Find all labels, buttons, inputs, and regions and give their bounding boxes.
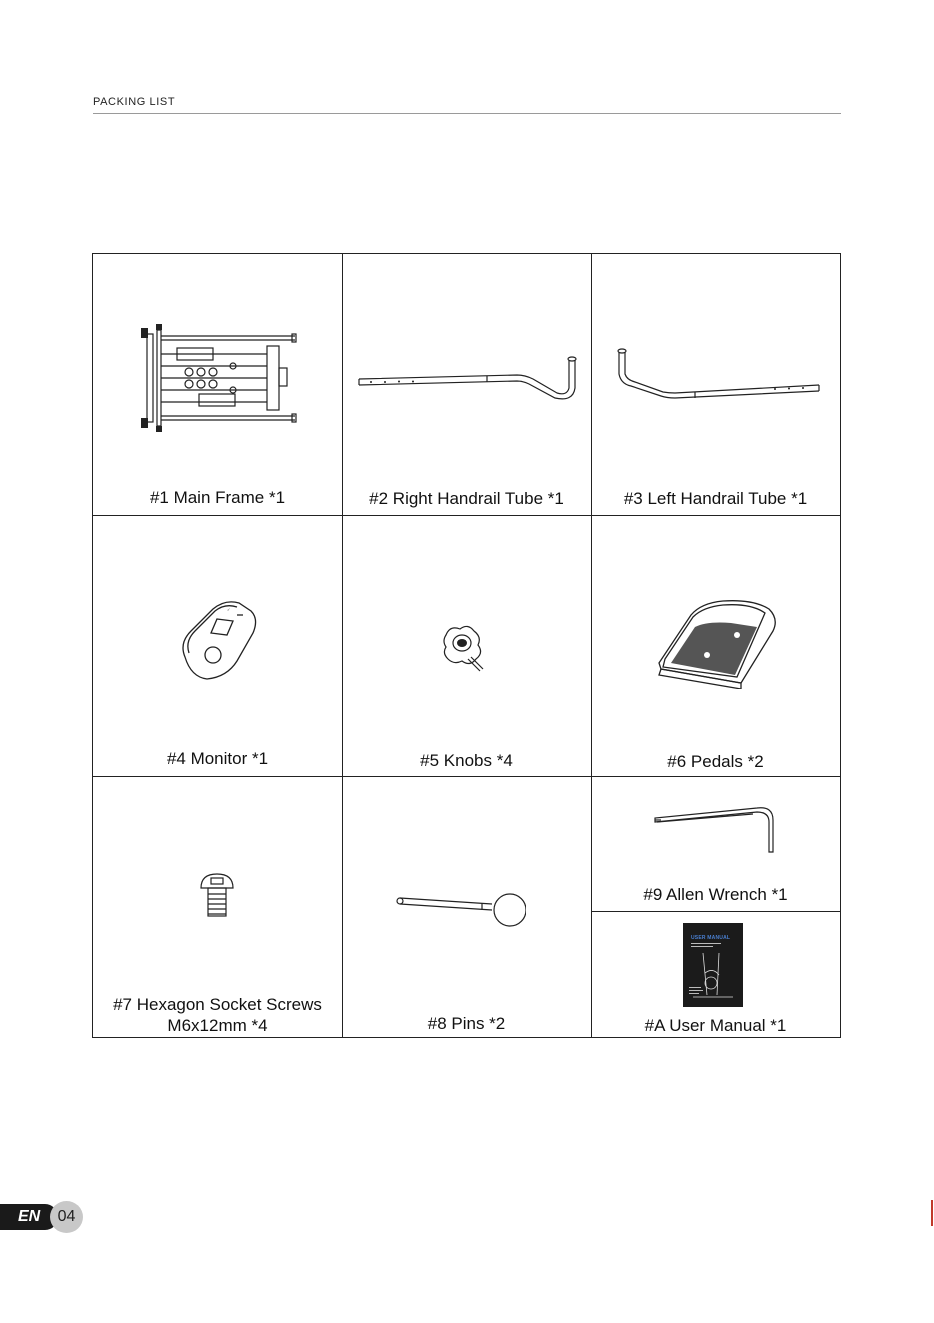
- part-cell-left-handrail: [591, 254, 840, 515]
- part-caption: #6 Pedals *2: [667, 752, 764, 771]
- user-manual-icon: [683, 923, 743, 1007]
- edge-mark: [931, 1200, 933, 1226]
- screw-icon: [199, 872, 235, 918]
- part-cell-pedals: [591, 515, 840, 776]
- packing-list-table: [92, 253, 841, 1038]
- main-frame-icon: [137, 324, 299, 434]
- part-caption: #5 Knobs *4: [420, 751, 513, 770]
- part-caption: #4 Monitor *1: [166, 749, 269, 768]
- part-cell-right-handrail: [342, 254, 591, 515]
- allen-wrench-icon: [653, 806, 777, 854]
- manual-cover-title: USER MANUAL: [691, 935, 731, 941]
- left-handrail-icon: [615, 346, 821, 402]
- part-cell-pins: [342, 776, 591, 1037]
- part-cell-allen-wrench: [591, 776, 840, 911]
- part-caption: #8 Pins *2: [427, 1014, 506, 1033]
- right-handrail-icon: [357, 348, 582, 400]
- part-caption: #1 Main Frame *1: [149, 488, 286, 507]
- pedal-icon: [657, 597, 779, 689]
- part-caption-line2: M6x12mm *4: [167, 1016, 268, 1035]
- part-cell-monitor: [93, 515, 342, 776]
- part-caption: #2 Right Handrail Tube *1: [369, 489, 564, 508]
- part-caption: #A User Manual *1: [644, 1016, 787, 1035]
- part-cell-knobs: [342, 515, 591, 776]
- title-divider: [93, 113, 841, 114]
- part-cell-main-frame: [93, 254, 342, 515]
- part-caption: #3 Left Handrail Tube *1: [623, 489, 808, 508]
- part-caption: #9 Allen Wrench *1: [643, 885, 788, 904]
- part-caption-line1: #7 Hexagon Socket Screws: [113, 995, 322, 1014]
- section-title: PACKING LIST: [93, 96, 176, 108]
- svg-text:✓: ✓: [227, 607, 231, 612]
- page-number: 04: [50, 1201, 83, 1233]
- part-cell-user-manual: [591, 912, 840, 1037]
- knob-icon: [438, 619, 488, 675]
- pin-icon: [396, 892, 526, 928]
- monitor-icon: [179, 599, 259, 681]
- part-cell-screws: [93, 776, 342, 1037]
- language-tab: EN: [0, 1204, 58, 1230]
